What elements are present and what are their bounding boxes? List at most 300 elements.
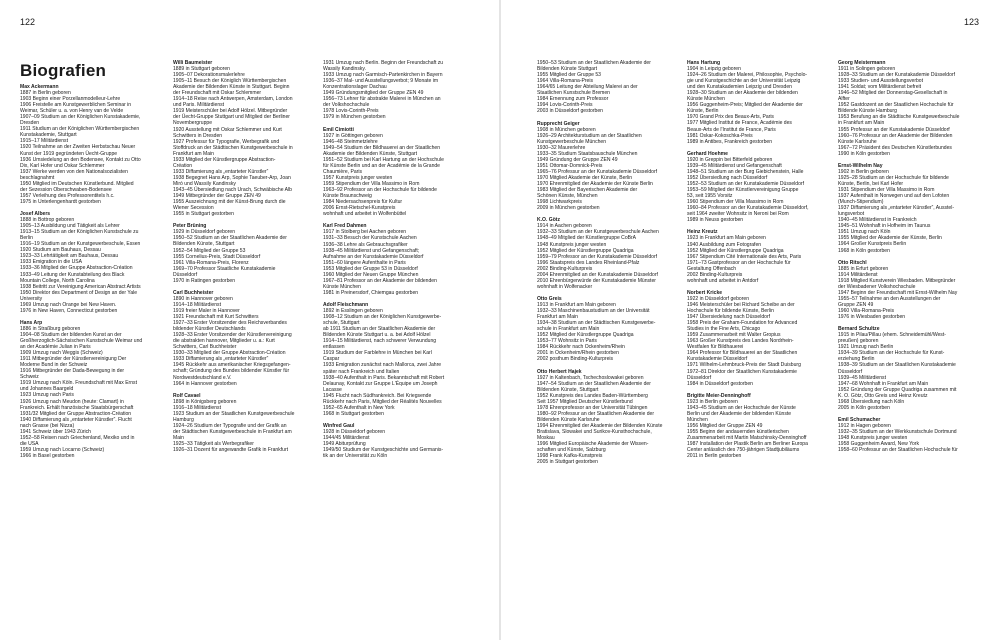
bio-line: 1950–53 Studium an der Staatlichen Akademie der [537,60,651,66]
bio-line: 1960–76 Professur an der Akademie der Bildenden [838,132,953,139]
bio-line: 1889 in Stuttgart geboren [173,66,230,73]
bio-line: Bildende Künste Hamburg [838,108,897,115]
bio-line: 1927 in Göttingen geboren [323,132,383,139]
bio-entry [173,290,321,387]
bio-line: Hochschule für bildende Künste, Berlin [687,308,774,315]
bio-line: 1952 Übersiedlung nach Düsseldorf [687,174,768,181]
bio-line: 1959–79 Professor an der Kunstakademie Düsseldorf [537,253,658,260]
bio-line: 1941 Soldat; vom Militärdienst befreit [838,84,922,91]
bio-line: 1886 in Straßburg geboren [20,325,81,332]
bio-entry [323,423,471,459]
bio-line: entlassen [323,344,345,351]
bio-name: Otto Greis [537,295,562,302]
bio-line: 1933–35 Studium Staatsbauschule München [537,150,638,157]
bio-line: 1908–12 Studium an der Königlichen Kunstgewerbe- [323,314,442,321]
bio-line: 1984 Ernennung zum Professor [537,96,609,103]
bio-entry [537,217,685,290]
text-column-2 [173,60,321,638]
bio-line: 1949 Abiturprüfung [323,441,366,448]
bio-line: 1921 Umzug nach Berlin [838,344,894,351]
bio-line: 1945 Flucht nach Südfrankreich. Bei Kriegsende [323,392,432,399]
bio-entry [687,290,835,387]
bio-line: Zusammenarbeit mit Martin Matschinsky-Denninghoff [687,435,807,442]
bio-line: 1916 Mitbegründer der Dada-Bewegung in der [20,368,125,375]
bio-line: 1996 Staatspreis des Landes Rheinland-Pfalz [537,259,640,266]
bio-name: Max Ackermann [20,84,59,90]
bio-name: Karl Fred Dahmen [323,223,367,230]
bio-line: 1964 Professor für Bildhauerei an der Staatlichen [687,350,798,357]
bio-line: 1960 Villa-Romana-Preis [838,308,895,315]
bio-name: Otto Ritschl [838,259,867,266]
bio-line: 1945–51 Wohnhaft in Hofheim im Taunus [838,223,931,230]
bio-name: Ernst-Wilhelm Nay [838,162,883,169]
bio-line: 1956 Guggenheim-Preis; Mitglied der Akademie der [687,102,803,109]
bio-line: 1937 Diffamierung als „entarteter Künstler“, Ausstel- [838,205,955,212]
bio-line: 1924–26 Studium der Malerei, Philosophie, Psycholo- [687,72,808,79]
bio-line: 1923 Umzug nach Paris [20,392,74,399]
bio-line: 1955 Professur an der Kunstakademie Düsseldorf [838,126,950,133]
bio-line: 1933 Umzug nach Garmisch-Partenkirchen in Bayern [323,72,443,79]
bio-line: 1951 Ottomar-Domnick-Preis [537,162,603,169]
bio-line: Rückkehr nach Paris, Mitglied der Réalités Nouvelles [323,398,442,405]
bio-line: 1950 Direktor des Department of Design an der Yale [20,289,138,296]
bio-line: 1946 Meisterschüler bei Richard Scheibe an der [687,302,795,309]
bio-line: 2005 in Köln gestorben [838,404,890,411]
bio-line: 1989 in Neuss gestorben [687,217,744,224]
bio-entry [687,393,835,460]
bio-line: Création [173,162,193,169]
bio-line: Kunst der 1919 gegründeten Üecht-Gruppe [20,150,118,157]
bio-line: 1978 Lovis-Corinth-Preis [323,108,379,115]
bio-line: 1938–45 Militärdienst und Gefangenschaft; [323,247,420,254]
bio-line: Center anlässlich des 750-jährigen Stadtjubiläums [687,447,800,454]
bio-line: Main [173,435,184,442]
bio-line: 1943–45 Übersiedlung nach Urach, Schwäbische Alb [173,186,292,193]
bio-name: K.O. Götz [537,217,560,224]
bio-line: 1915–17 Militärdienst [20,138,68,145]
bio-name: Peter Brüning [173,223,207,230]
bio-entry [323,60,471,120]
bio-line: Staatlichen Kunstschule Bremen [537,90,610,97]
bio-line: 1994 Lovis-Corinth-Preis [537,102,593,109]
bio-name: Heinz Kreutz [687,229,718,236]
bio-line: 1955 Auszeichnung mit der Künst-Brung durch die [173,199,286,206]
bio-name: Winfred Gaul [323,423,355,429]
bio-line: 1952 Mitglied der Künstlergruppe Quadriga [537,332,634,339]
bio-line: Nordwestdeutschland e.V. [173,374,232,381]
bio-line: 1934–39 Studium an der Hochschule für Kunst- [838,350,945,357]
bio-line: 1971 Wilhelm-Lehmbruck-Preis der Stadt Duisburg [687,362,801,369]
bio-line: 1948 Kunstpreis junger westen [838,435,908,442]
bio-line: 1949 Mitbegründer der Gruppe ZEN 49 [173,193,261,200]
bio-line: 1904–08 Studium der bildenden Kunst an der [20,332,122,339]
bio-name: Rupprecht Geiger [537,120,580,127]
bio-line: 1912 in Hagen geboren [838,423,891,429]
bio-line: 1990 in Köln gestorben [838,150,890,157]
bio-line: 1938 Begegnet Hans Arp, Sophie Taeuber-Arp, Joan [173,174,291,181]
bio-line: 1952 Kunstpreis des Landes Baden-Württemberg [537,392,648,399]
bio-line: 1920 Studium am Bauhaus, Dessau [20,247,101,254]
bio-line: 1940–45 Militärdienst in Frankreich [838,217,917,224]
bio-line: Düsseldorf [173,271,198,278]
bio-name: Hans Arp [20,319,43,326]
bio-line: 1936–38 Lehre als Gebrauchsgrafiker [323,241,408,248]
bio-line: 1928–30 Studium an der Akademie der bildenden [687,90,798,97]
bio-line: Berlin [20,235,33,242]
bio-line: 1914–18 Reise nach Antwerpen, Amsterdam, London [173,96,293,103]
bio-line: 1930–32 Maurerlehre [537,144,586,151]
bio-line: und Paris. Militärdienst [173,102,225,109]
bio-line: 1952 Gastdozent an der Staatlichen Hochschule für [838,102,954,109]
bio-line: 1968 in Köln gestorben [838,247,890,254]
bio-line: 1949/50 Studium der Kunstgeschichte und Germanis- [323,447,444,454]
bio-line: 1924–26 Studium der Typografie und der Grafik an [173,422,287,429]
bio-line: 1979 in München gestorben [323,114,386,121]
bio-line: München [687,416,708,423]
bio-line: Gruppe ZEN 49 [838,301,874,308]
bio-line: University [20,295,43,302]
bio-line: 1916–19 Studium an der Kunstgewerbeschule, Essen [20,241,141,248]
bio-line: 1963–92 Professor an der Hochschule für bildende [323,187,437,194]
bio-line: 1933 Emigration in die USA [20,259,82,266]
bio-line: 1903 Beginn einer Porzellanmodelleur-Lehre [20,96,121,103]
bio-line: 1975 in Unterlengenhardt gestorben [20,198,101,205]
bio-line: Dresden [20,120,40,127]
bio-line: 1927 Professur für Typografie, Werbegrafik und [173,138,280,145]
page-gutter [499,0,501,640]
bio-line: 1958 Guggenheim Award, New York [838,441,919,448]
bio-name: Brigitte Meier-Denninghoff [687,392,751,399]
bio-line: 1943–45 Studium an der Hochschule der Künste [687,404,796,411]
bio-line: 1967 Stipendium Cité Internationale des Arts, Paris [687,253,802,260]
bio-name: Bernard Schultze [838,326,880,333]
bio-line: 1952–53 Studium an der Kunstakademie Düsseldorf [687,180,804,187]
bio-line: 1964/65 Leitung der Abteilung Malerei an der [537,84,638,91]
bio-line: Wassily Kandinsky. [323,66,366,73]
bio-line: Bildenden Künste Karlsruhe [537,416,600,423]
bio-line: 1955 Mitglied der Akademie der Künste, Berlin [838,235,942,242]
bio-line: 1953 Berufung an die Städtische Kunstgewerbeschule [838,114,960,121]
bio-entry [687,151,835,224]
bio-line: 2002 Binding-Kulturpreis [537,265,593,272]
bio-line: Westfalen für Bildhauerei [687,344,744,351]
bio-line: 1885 in Erfurt geboren [838,265,889,272]
page-title: Biografien [20,61,107,80]
bio-line: 1913–15 Studium an der Königlichen Kunstschule zu [20,229,139,236]
bio-entry [173,393,321,453]
bio-line: 1932–33 Studium an der Kunstgewerbeschule Aachen [537,229,659,236]
bio-line: 1977 Mitglied Institut de France, Académie des [687,120,792,127]
bio-line: Bildenden Künste Stuttgart u. a. bei Adolf Hölzel [323,332,431,339]
bio-line: 1927–33 Erster Vorsitzender des Reichsverbandes [173,320,287,327]
bio-line: 1955 Mitglied der Gruppe 53 [537,72,601,79]
bio-name: Emil Schumacher [838,416,881,423]
bio-line: 53, seit 1955 Vorsitz [687,193,733,200]
bio-line: 1947 Übersiedelung nach Düsseldorf [687,314,771,321]
bio-line: 1951–52 Studium bei Karl Hartung an der Hochschule [323,156,444,163]
bio-line: 1920 Ausstellung mit Oskar Schlemmer und Kurt [173,126,282,133]
bio-entry [173,60,321,217]
bio-line: 1963 Großer Kunstpreis des Landes Nordrhein- [687,338,794,345]
bio-line: 1898 in Königsberg geboren [173,398,237,405]
bio-line: 2010 Ehrenbürgerwürde der Kunstakademie Münster [537,277,656,284]
bio-line: 1888 in Bottrop geboren [20,217,75,224]
bio-line: Künste, Berlin [687,108,719,115]
bio-line: 1947 Beginn der Freundschaft mit Ernst-Wilhelm Nay [838,289,958,296]
bio-line: 1994 Ehrenmitglied der Akademie der Bildenden Künste [537,423,663,429]
bio-line: 1950 Mitglied im Deutschen Künstlerbund. Mitglied [20,180,134,187]
bio-line: 1961 Villa-Romana-Preis, Florenz [173,259,249,266]
bio-line: 1952 Mitglied der Künstlergruppe Quadriga [537,247,634,254]
bio-entry [537,60,685,114]
bio-line: später nach Frankreich und Italien [323,368,400,375]
bio-line: Schönen Künste, München [537,193,598,200]
bio-line: der Städtischen Kunstgewerbeschule in Frankfurt am [173,429,292,435]
bio-line: Kunstakademie Düsseldorf [687,356,748,363]
bio-line: 1940 Ausbildung zum Fotografen [687,241,762,248]
bio-line: 1964 Villa-Romana-Preis [537,78,594,85]
bio-line: 1955 Beginn der andauernden künstlerischen [687,429,789,436]
bio-line: 1970 Ehrenmitglied der Akademie der Künste Berlin [537,180,653,187]
bio-line: der Wiesbadener Volkshochschule [838,283,916,290]
bio-line: 1952 Mitglied der Künstlergruppe Quadriga [687,247,784,254]
bio-line: 1984 Niedersachsenpreis für Kultur [323,199,403,206]
bio-line: Schweiz [20,374,39,381]
bio-entry [838,163,986,254]
bio-line: Caspar [323,356,340,363]
bio-line: 1971–73 Gastprofessor an der Hochschule für [687,259,791,266]
bio-entry [323,302,471,417]
bio-line: ab 1911 Studium an der Staatlichen Akademie der [323,326,436,333]
bio-line: 1967–81 Professor an der Akademie der bildenden [323,277,437,284]
bio-line: Schwitters in Dresden [173,132,223,139]
bio-entry [20,320,168,459]
bio-line: 1953–59 Mitglied der Künstlervereinigung Gruppe [687,187,799,194]
bio-line: 2009 in München gestorben [537,205,600,212]
bio-line: 1955 Cornelius-Preis, Stadt Düsseldorf [173,253,261,260]
bio-line: 1939–45 Militärdienst [838,374,886,381]
bio-line: 1959 Stipendium der Villa Massimo in Rom [323,180,420,187]
bio-line: 1938–40 Aufenthalt in Paris. Bekanntschaft mit Robert [323,374,445,381]
bio-line: 1933–36 Mitglied der Gruppe Abstraction-Création [20,265,133,272]
bio-line: die USA [20,440,39,447]
bio-name: Emil Cimiotti [323,126,354,133]
bio-line: tik an der Universität zu Köln [323,453,388,460]
bio-name: Rolf Cavael [173,392,201,399]
bio-line: Studies in the Fine Arts, Chicago [687,326,761,333]
page-number-left: 122 [20,17,36,27]
bio-line: Chaumière, Paris [323,168,362,175]
bio-line: 1931 Umzug nach Berlin. Beginn der Freundschaft zu [323,60,444,66]
bio-line: 1932–35 Studium an der Werkkunstschule Dortmund [838,429,957,436]
bio-line: 1956–73 Lehrer für abstrakte Malerei in München an [323,96,441,103]
bio-line: Bratislava, Slowakei und Surikov-Kunsthochschule, [537,429,652,436]
bio-line: 1923 in Berlin geboren [687,398,738,405]
bio-line: 1937 Aufenthalt in Norwegen und auf den Lofoten [838,193,950,200]
bio-line: 1983 Mitglied der Bayerischen Akademie der [537,187,638,194]
bio-line: 1892 in Esslingen geboren [323,308,383,315]
bio-line: 1930–33 Mitglied der Gruppe Abstraction-Création [173,350,286,357]
bio-name: Hans Hartung [687,60,721,66]
bio-line: 1926–31 Dozent für angewandte Grafik in Frankfurt [173,447,289,454]
bio-line: Delaunay, Kontakt zur Gruppe L'Équipe um Joseph [323,380,438,387]
bio-line: Düsseldorf [838,368,863,375]
bio-line: 1923 Studium an der Staatlichen Kunstgewerbeschule [173,410,295,417]
bio-line: 1928–33 Erster Vorsitzender der Künstlervereinigung [173,332,292,339]
bio-line: gie und Kunstgeschichte an der Universität Leipzig [687,78,801,85]
bio-line: 1917 in Stolberg bei Aachen geboren [323,229,407,236]
bio-line: 1952–54 Mitglied der Gruppe 53 [173,247,246,254]
bio-line: 1933–49 Leitung der Kunstabteilung des Black [20,271,125,278]
bio-line: schaft; Gründung des Bundes bildender Künstler für [173,368,290,375]
bio-line: 1970 Mitglied Akademie der Künste, Berlin [537,174,633,181]
bio-line: Stoffdruck an der Städtischen Kunstgewerbeschule in [173,144,293,151]
bio-line: 1904 in Leipzig geboren [687,66,741,73]
bio-line: 1931–33 Besuch der Kunstschule Aachen [323,235,417,242]
bio-line: lungsverbot [838,211,865,218]
bio-line: 1933 Mitglied der Künstlergruppe Abstraction- [173,156,276,163]
bio-line: 2002 posthum Binding-Kulturpreis [537,356,614,363]
bio-line: Künste München [323,283,361,290]
bio-line: 1923 in Frankfurt am Main geboren [687,235,766,242]
bio-name: Norbert Kricke [687,289,723,296]
bio-line: 1939–45 Militärdienst und Gefangenschaft [687,162,782,169]
bio-entry [687,60,835,145]
bio-name: Georg Meistermann [838,60,886,66]
bio-line: Seit 1957 Mitglied Deutscher Künstlerbund [537,398,633,405]
bio-line: 1951 Umzug nach Köln [838,229,891,236]
bio-line: 1970 in Ratingen gestorben [173,277,236,284]
bio-line: 1957 Kunstpreis junger westen [323,174,393,181]
bio-line: 2001 in Ockenheim/Rhein gestorben [537,350,619,357]
bio-line: 1911 Studium an der Königlichen Württembergischen [20,126,140,133]
bio-line: 1926 Umzug nach Meudon (heute: Clamart) in [20,398,124,405]
bio-line: Bildenden Künste Stuttgart [537,66,598,73]
bio-line: 1998 Frank Kafka-Kunstpreis [537,453,603,460]
bio-line: Düsseldorf [687,374,712,381]
bio-line: 1911 in Solingen geboren [838,66,896,73]
bio-line: 1915 in Pilau/Pillau (ehem. Schneidemühl/West- [838,332,946,339]
bio-name: Gerhard Hoehme [687,150,728,157]
bio-line: 1972–81 Direktor der Staatlichen Kunstakademie [687,368,797,375]
bio-line: 1919 Studium der Farblehre in München bei Karl [323,350,432,357]
bio-line: in Frankfurt am Main [838,120,885,127]
bio-line: Miró und Wassily Kandinsky [173,180,236,187]
bio-line: 1923–33 Lehrtätigkeit am Bauhaus, Dessau [20,253,119,260]
bio-line: Dix, Karl Hofer und Oskar Schlemmer [20,162,105,169]
bio-line: 1936–37 Mal- und Ausstellungsverbot; 9 Monate im [323,78,439,85]
bio-line: 1937 Werke werden von den Nationalsozialisten [20,168,128,175]
bio-line: 1925–28 Studium an der Hochschule für bildende [838,174,949,181]
bio-line: 1933 Studien- und Ausstellungsverbot [838,78,924,85]
bio-line: 1919 freier Maler in Hannover [173,308,240,315]
bio-name: Otto Herbert Hajek [537,368,582,375]
bio-line: 1960 Mitglied der Neuen Gruppe München [323,271,419,278]
bio-line: Kunstakademie, Stuttgart [20,132,77,139]
bio-entry [20,211,168,314]
bio-line: 2004 Ehrenmitglied an der Kunstakademie Düsseldorf [537,271,658,278]
bio-line: 1938–39 Studium an der Staatlichen Kunstakademie [838,362,956,369]
bio-line: Wiener Secession [173,205,214,212]
bio-line: 1960 Stipendium der Villa Massimo in Rom [687,199,784,206]
bio-line: 1970 Grand Prix des Beaux-Arts, Paris [687,114,774,121]
bio-line: 1959 Umzug nach Locarno (Schweiz) [20,446,105,453]
bio-line: 1906 Freistelle am Kunstgewerblichen Seminar in [20,102,132,109]
bio-entry [323,223,471,296]
bio-line: schule in Frankfurt am Main [537,326,600,333]
bio-line: Frankfurt am Main [173,150,214,157]
bio-line: an der Académie Julian in Paris [20,344,91,351]
bio-line: 1951–60 längere Aufenthalte in Paris [323,259,406,266]
bio-line: 2003 in Düsseldorf gestorben [537,108,603,115]
bio-line: 1941 Schweiz über 1943 Zürich [20,428,91,435]
bio-line: (Munch-Stipendium) [838,199,884,206]
bio-line: 1890 in Hannover geboren [173,295,233,302]
bio-line: 1952–65 Aufenthalt in New York [323,404,395,411]
bio-line: 1949 Gründung der Gruppe ZEN 49 [537,156,618,163]
bio-line: 1968 Übersiedlung nach Köln [838,398,905,405]
bio-line: Alfter [838,96,850,103]
bio-line: 1965–76 Professur an der Kunstakademie Düsseldorf [537,168,658,175]
bio-line: 1920 Teilnahme an der Zweiten Herbstschau Neuer [20,144,136,151]
bio-line: 1928 in Düsseldorf geboren [323,429,386,436]
page-number-right: 123 [963,17,979,27]
bio-line: beschlagnahmt [20,174,55,181]
bio-line: der Volkshochschule [323,102,370,109]
bio-line: 1908 in München geboren [537,126,596,133]
bio-line: 1887 in Berlin geboren [20,90,71,97]
bio-line: Aufnahme an der Kunstakademie Düsseldorf [323,253,424,260]
bio-line: 1996 Mitglied Europäische Akademie der Wissen- [537,441,649,448]
bio-line: 1955 in Stuttgart gestorben [173,211,234,218]
bio-entry [537,296,685,363]
bio-entry [838,417,986,453]
bio-line: 1953–77 Wohnsitz in Paris [537,338,597,345]
bio-line: 1933 Diffamierung als „entarteter Künstler“ [173,356,269,363]
bio-line: bildender Künstler Deutschlands [173,326,246,333]
bio-line: 1909 Umzug nach Weggis (Schweiz) [20,350,103,357]
bio-line: der Freundschaft mit Oskar Schlemmer [173,90,262,97]
bio-line: Frankreich. Erhält französische Staatsbürgerschaft [20,404,134,411]
bio-line: Künste Karlsruhe [838,138,877,145]
bio-line: der Sezession Oberschwaben-Bodensee [20,186,112,193]
bio-line: 1914 in Aachen geboren [537,223,592,230]
bio-line: und den Kunstakademien Leipzig und Dresden [687,84,792,91]
bio-line: 1945 Rückkehr aus amerikanischer Kriegsgefangen- [173,362,291,369]
text-column-5 [687,60,835,638]
bio-line: 1916–18 Militärdienst [173,404,221,411]
bio-entry [838,326,986,411]
bio-line: 1914–18 Militärdienst [173,301,221,308]
bio-line: 1966 in Basel gestorben [20,452,75,459]
bio-line: 1964 Großer Kunstpreis Berlin [838,241,907,248]
bio-line: 1931/32 Mitglied der Gruppe Abstraction-Création [20,410,132,417]
bio-name: Carl Buchheister [173,289,214,296]
bio-line: 1958 Preis der Graham-Foundation for Advanced [687,320,798,327]
bio-name: Josef Albers [20,211,51,218]
bio-line: Konzentrationslager Dachau [323,84,387,91]
bio-line: 1958–60 Professur an der Staatlichen Hochschule für [838,447,958,454]
bio-line: 1932–33 Maschinenbaustudium an der Universität [537,308,650,315]
bio-line: Beaux-Arts de l'Institut de France, Paris [687,126,776,133]
bio-line: 1934–38 Studium an der Städtischen Kunstgewerbe- [537,320,656,327]
bio-line: Künste Braunschweig [323,193,372,200]
bio-line: 1969–70 Professor Staatliche Kunstakademie [173,265,276,272]
bio-line: 1940 Diffamierung als „entarteter Künstler“. Flucht [20,416,132,423]
bio-line: 1984 in Düsseldorf gestorben [687,380,753,387]
bio-line: K. O. Götz, Otto Greis und Heinz Kreutz [838,392,928,399]
bio-line: 1918 Mitglied Kunstverein Wiesbaden. Mitbegründer [838,277,956,284]
